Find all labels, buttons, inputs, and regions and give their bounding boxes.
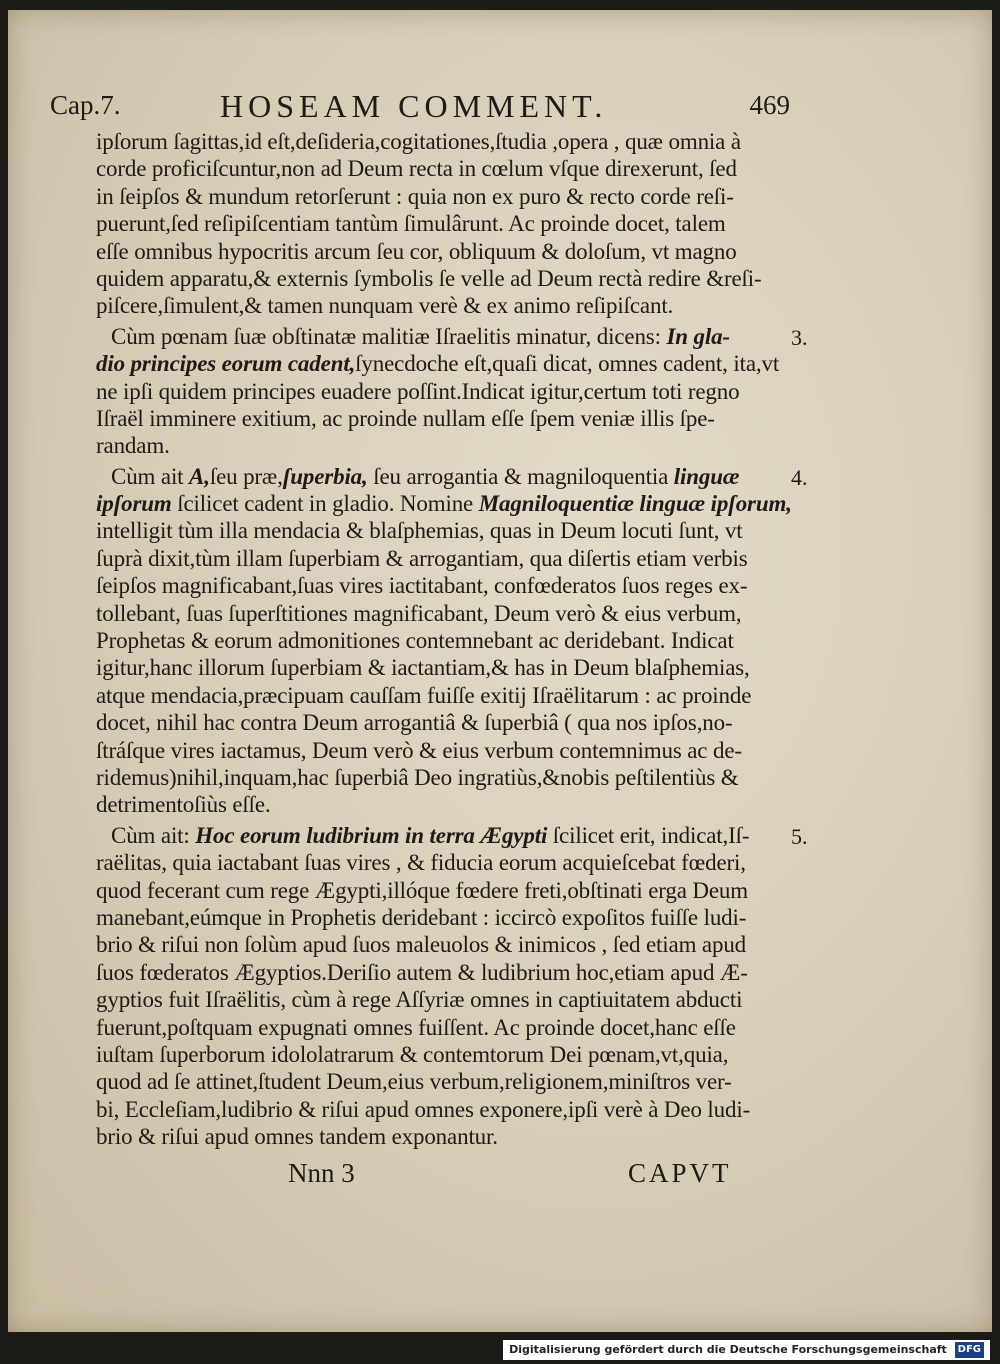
page-footer — [8, 1158, 992, 1198]
line-text: ridemus)nihil,inquam,hac ſuperbiâ Deo ingratiùs,&nobis peſtilentiùs & — [96, 764, 739, 790]
line-text: eſſe omnibus hypocritis arcum ſeu cor, obliquum & doloſum, vt magno — [96, 238, 737, 264]
running-header — [50, 88, 790, 128]
text-line — [96, 517, 776, 544]
line-text: Iſraël imminere exitium, ac proinde nullam eſſe ſpem veniæ illis ſpe- — [96, 405, 715, 431]
line-text: manebant,eúmque in Prophetis deridebant : iccircò expoſitos fuiſſe ludi- — [96, 904, 747, 930]
text-line — [96, 849, 776, 876]
line-text: Cùm ait: — [111, 822, 196, 848]
text-line — [96, 405, 776, 432]
text-line — [96, 128, 776, 155]
catchword: CAPVT — [628, 1158, 732, 1188]
text-line — [96, 238, 776, 265]
text-line — [96, 1068, 776, 1095]
margin-verse-number: 4. — [791, 464, 808, 490]
line-text: fuerunt,poſtquam expugnati omnes fuiſſent. Ac proinde docet,hanc eſſe — [96, 1014, 736, 1040]
text-line — [96, 737, 776, 764]
text-line — [96, 1041, 776, 1068]
text-line — [96, 986, 776, 1013]
body-text — [96, 128, 792, 1150]
text-line — [96, 432, 776, 459]
text-line — [96, 490, 792, 517]
line-text: ſeipſos magnificabant,ſuas vires iactitabant, confœderatos ſuos reges ex- — [96, 573, 748, 599]
line-text: brio & riſui apud omnes tandem exponantur. — [96, 1124, 498, 1150]
line-text: in ſeipſos & mundum retorſerunt : quia non ex puro & recto corde reſi- — [96, 183, 734, 209]
line-text: intelligit tùm illa mendacia & blaſphemias, quas in Deum locuti ſunt, vt — [96, 518, 743, 544]
emphasis-text: Hoc eorum ludibrium in terra Ægypti — [195, 822, 548, 848]
line-text: detrimentoſiùs eſſe. — [96, 792, 271, 818]
text-line — [96, 627, 776, 654]
line-text: Prophetas & eorum admonitiones contemnebant ac deridebant. Indicat — [96, 628, 734, 654]
emphasis-text: ipſorum — [96, 491, 172, 517]
text-line — [96, 323, 776, 350]
line-text: docet, nihil hac contra Deum arrogantiâ & ſuperbiâ ( qua nos ipſos,no- — [96, 710, 733, 736]
text-line — [96, 292, 776, 319]
line-text: ſynecdoche eſt,quaſi dicat, omnes cadent, ita,vt — [355, 351, 780, 377]
line-text: Cùm ait — [111, 463, 190, 489]
line-text: ſcilicet erit, indicat,Iſ- — [547, 822, 750, 848]
text-line — [96, 709, 776, 736]
text-line — [96, 1014, 776, 1041]
running-title: HOSEAM COMMENT. — [220, 88, 608, 124]
line-text: quod ad ſe attinet,ſtudent Deum,eius verbum,religionem,miniſtros ver- — [96, 1069, 732, 1095]
text-line — [96, 463, 776, 490]
line-text: iuſtam ſuperborum idololatrarum & contemtorum Dei pœnam,vt,quia, — [96, 1041, 729, 1067]
text-line — [96, 265, 776, 292]
emphasis-text: Magniloquentiæ linguæ ipſorum, — [478, 491, 792, 517]
emphasis-text: dio principes eorum cadent, — [96, 351, 356, 377]
emphasis-text: linguæ — [673, 463, 740, 489]
text-line — [96, 350, 780, 377]
line-text: Cùm pœnam ſuæ obſtinatæ malitiæ Iſraelitis minatur, dicens: — [111, 323, 667, 349]
line-text: brio & riſui non ſolùm apud ſuos maleuolos & inimicos , ſed etiam apud — [96, 932, 747, 958]
text-line — [96, 904, 776, 931]
line-text: atque mendacia,præcipuam cauſſam fuiſſe exitij Iſraëlitarum : ac proinde — [96, 682, 752, 708]
text-line — [96, 600, 776, 627]
text-line — [96, 822, 776, 849]
text-line — [96, 155, 776, 182]
text-line — [96, 1096, 776, 1123]
line-text: ſuprà dixit,tùm illam ſuperbiam & arrogantiam, qua diſertis etiam verbis — [96, 545, 748, 571]
line-text: ne ipſi quidem principes euadere poſſint.Indicat igitur,certum toti regno — [96, 378, 740, 404]
digitization-credit — [503, 1340, 990, 1360]
line-text: ſeu præ, — [209, 463, 283, 489]
line-text: quidem apparatu,& externis ſymbolis ſe velle ad Deum rectà redire &reſi- — [96, 265, 762, 291]
text-line — [96, 682, 776, 709]
margin-verse-number: 3. — [791, 324, 808, 350]
line-text: igitur,hanc illorum ſuperbiam & iactantiam,& has in Deum blaſphemias, — [96, 655, 750, 681]
signature-mark: Nnn 3 — [288, 1158, 355, 1188]
line-text: puerunt,ſed reſipiſcentiam tantùm ſimulârunt. Ac proinde docet, talem — [96, 211, 726, 237]
line-text: bi, Eccleſiam,ludibrio & riſui apud omnes exponere,ipſi verè à Deo ludi- — [96, 1096, 751, 1122]
line-text: gyptios fuit Iſraëlitis, cùm à rege Aſſyriæ omnes in captiuitatem abducti — [96, 987, 743, 1013]
text-line — [96, 183, 776, 210]
text-line — [96, 877, 776, 904]
text-line — [96, 654, 776, 681]
line-text: piſcere,ſimulent,& tamen nunquam verè & ex animo reſipiſcant. — [96, 293, 674, 319]
text-line — [96, 791, 776, 818]
line-text: quod fecerant cum rege Ægypti,illóque fœdere freti,obſtinati erga Deum — [96, 877, 749, 903]
page-number: 469 — [749, 90, 790, 120]
line-text: ſcilicet cadent in gladio. Nomine — [171, 491, 479, 517]
line-text: randam. — [96, 433, 170, 459]
line-text: tollebant, ſuas ſuperſtitiones magnificabant, Deum verò & eius verbum, — [96, 600, 742, 626]
text-line — [96, 931, 776, 958]
chapter-label: Cap.7. — [50, 90, 121, 120]
line-text: ſeu arrogantia & magniloquentia — [367, 463, 674, 489]
text-line — [96, 572, 776, 599]
text-line — [96, 959, 776, 986]
dfg-logo-icon: DFG — [955, 1342, 984, 1358]
line-text: corde proficiſcuntur,non ad Deum recta in cœlum vſque direxerunt, ſed — [96, 156, 737, 182]
line-text: ſtráſque vires iactamus, Deum verò & eius verbum contemnimus ac de- — [96, 737, 742, 763]
line-text: ſuos fœderatos Ægyptios.Deriſio autem & ludibrium hoc,etiam apud Æ- — [96, 959, 748, 985]
credit-text: Digitalisierung gefördert durch die Deutsche Forschungsgemeinschaft — [509, 1343, 947, 1356]
line-text: raëlitas, quia iactabant ſuas vires , & fiducia eorum acquieſcebat fœderi, — [96, 850, 746, 876]
text-line — [96, 1123, 776, 1150]
line-text: ipſorum ſagittas,id eſt,deſideria,cogitationes,ſtudia ,opera , quæ omnia à — [96, 129, 741, 154]
text-line — [96, 210, 776, 237]
text-line — [96, 378, 776, 405]
text-line — [96, 545, 776, 572]
emphasis-text: In gla- — [666, 323, 730, 349]
emphasis-text: ſuperbia, — [282, 463, 368, 489]
book-page — [8, 10, 992, 1332]
margin-verse-number: 5. — [791, 824, 808, 849]
text-line — [96, 764, 776, 791]
emphasis-text: A, — [189, 463, 210, 489]
